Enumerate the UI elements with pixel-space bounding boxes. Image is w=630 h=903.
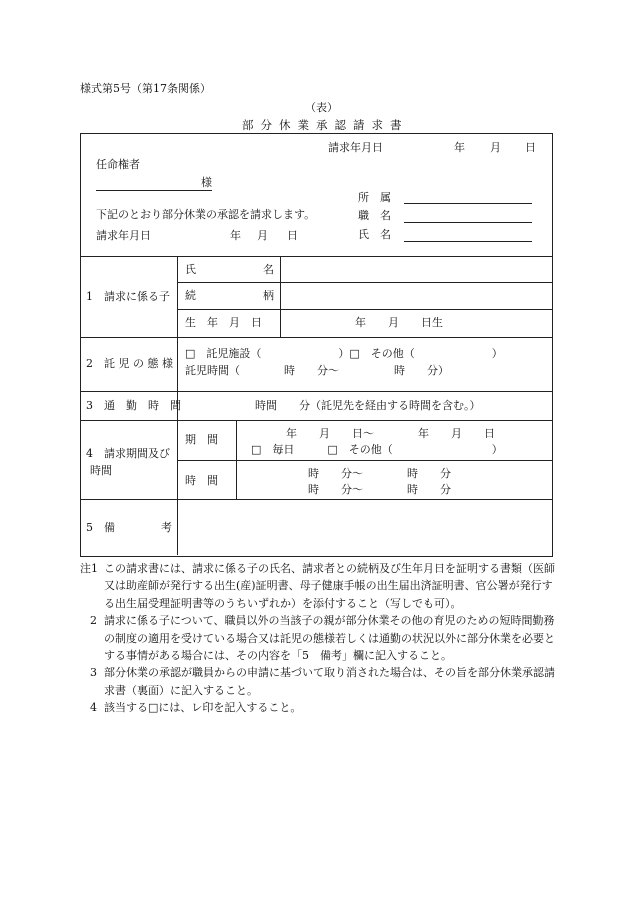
period-range-line: 年 月 日～ 年 月 日 [286, 427, 495, 440]
name-field[interactable] [404, 241, 532, 242]
section1-label: 1 請求に係る子 [86, 290, 170, 303]
commute-time-value: 時間 分（託児先を経由する時間を含む。） [255, 399, 481, 412]
divider [80, 337, 552, 338]
front-side-label: （表） [305, 101, 338, 114]
name-label: 氏 名 [358, 228, 391, 241]
note-item [80, 612, 560, 664]
note-mark: 2 [90, 614, 97, 628]
section4-label-line1: 4 請求期間及び [86, 447, 170, 460]
child-name-label-b: 名 [263, 263, 274, 276]
note-item [80, 699, 560, 716]
request-statement: 下記のとおり部分休業の承認を請求します。 [96, 208, 316, 221]
time-label: 時 間 [185, 474, 218, 487]
note-mark: 注1 [80, 562, 98, 575]
divider [80, 256, 552, 257]
remarks-field[interactable] [178, 500, 551, 554]
child-name-label-a: 氏 [185, 263, 196, 276]
date-day: 日 [525, 141, 536, 154]
section2-label: 2 託 児 の 態 様 [86, 357, 173, 370]
childcare-type-line: □ 託児施設（ ）□ その他（ ） [185, 347, 503, 360]
affiliation-field[interactable] [404, 203, 532, 204]
section3-label: 3 通 勤 時 間 [86, 399, 181, 412]
sama-label: 様 [201, 176, 212, 189]
date-year: 年 [454, 141, 465, 154]
note-item [80, 664, 560, 699]
section4-label-line2: 時間 [90, 464, 112, 477]
appointer-underline [96, 190, 212, 191]
section5-label-a: 5 備 [86, 521, 115, 534]
appointer-label: 任命権者 [96, 158, 140, 171]
date-month-2: 月 [257, 229, 268, 242]
position-label: 職 名 [358, 209, 391, 222]
relation-label-a: 続 [185, 289, 196, 302]
period-frequency-line: □ 毎日 □ その他（ ） [251, 443, 503, 456]
relation-label-b: 柄 [263, 289, 274, 302]
note-mark: 3 [90, 666, 97, 680]
note-item [80, 560, 560, 612]
childcare-time-line: 託児時間（ 時 分～ 時 分） [185, 364, 449, 377]
divider [177, 460, 552, 461]
request-date-label-2: 請求年月日 [96, 229, 151, 242]
note-text: 部分休業の承認が職員からの申請に基づいて取り消された場合は、その旨を部分休業承認請求書（裏面）に記入すること。 [104, 666, 555, 697]
divider [177, 282, 552, 283]
period-label: 期 間 [185, 433, 218, 446]
note-text: 請求に係る子について、職員以外の当該子の親が部分休業その他の育児のための短時間勤務の制度の適用を受けている場合又は託児の態様若しくは通勤の状況以外に部分休業を必要とする事情がある場合には、その内容を「5 備考」欄に記入すること。 [104, 614, 555, 663]
note-mark: 4 [90, 701, 97, 715]
date-month: 月 [490, 141, 501, 154]
affiliation-label: 所 属 [358, 191, 391, 204]
date-day-2: 日 [287, 229, 298, 242]
notes [80, 560, 560, 717]
divider [236, 420, 237, 499]
form-title: 部分休業承認請求書 [242, 118, 409, 132]
birth-date-value: 年 月 日生 [355, 316, 443, 329]
position-field[interactable] [404, 222, 532, 223]
request-date-label: 請求年月日 [328, 141, 383, 154]
note-text: 該当する□には、レ印を記入すること。 [104, 701, 302, 715]
divider [280, 256, 281, 337]
section5-label-b: 考 [161, 521, 172, 534]
form-number: 様式第5号（第17条関係） [80, 82, 211, 95]
divider [80, 420, 552, 421]
date-year-2: 年 [230, 229, 241, 242]
time-range-line-1: 時 分～ 時 分 [308, 467, 451, 480]
divider [80, 391, 552, 392]
birth-date-label: 生 年 月 日 [185, 316, 262, 329]
divider [177, 309, 552, 310]
time-range-line-2: 時 分～ 時 分 [308, 483, 451, 496]
note-text: この請求書には、請求に係る子の氏名、請求者との続柄及び生年月日を証明する書類（医師又は助産師が発行する出生(産)証明書、母子健康手帳の出生届出済証明書、官公署が発行する出生届受理証明書等のうちいずれか）を添付すること（写しでも可）。 [104, 562, 555, 610]
